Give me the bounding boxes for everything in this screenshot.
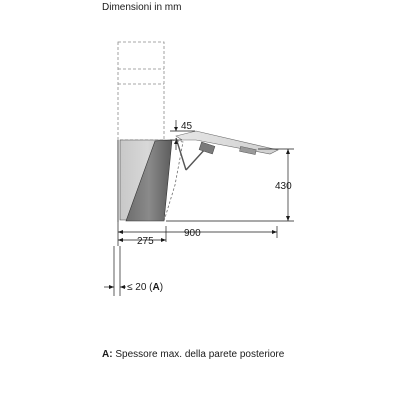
dimension-430-label: 430 [275, 181, 292, 192]
footnote [102, 349, 284, 360]
diagram-title: Dimensioni in mm [102, 2, 182, 13]
footnote-text: Spessore max. della parete posteriore [112, 349, 285, 360]
dimension-45-label: 45 [181, 121, 193, 132]
open-flap-panel [176, 131, 278, 154]
footnote-key: A: [102, 349, 113, 360]
wall-thickness-marker [104, 246, 126, 296]
chimney-outline [118, 42, 164, 140]
dimension-275-label: 275 [137, 236, 154, 247]
dimension-900-label: 900 [184, 228, 201, 239]
wall-thickness-label: ≤ 20 (A) [127, 282, 164, 293]
